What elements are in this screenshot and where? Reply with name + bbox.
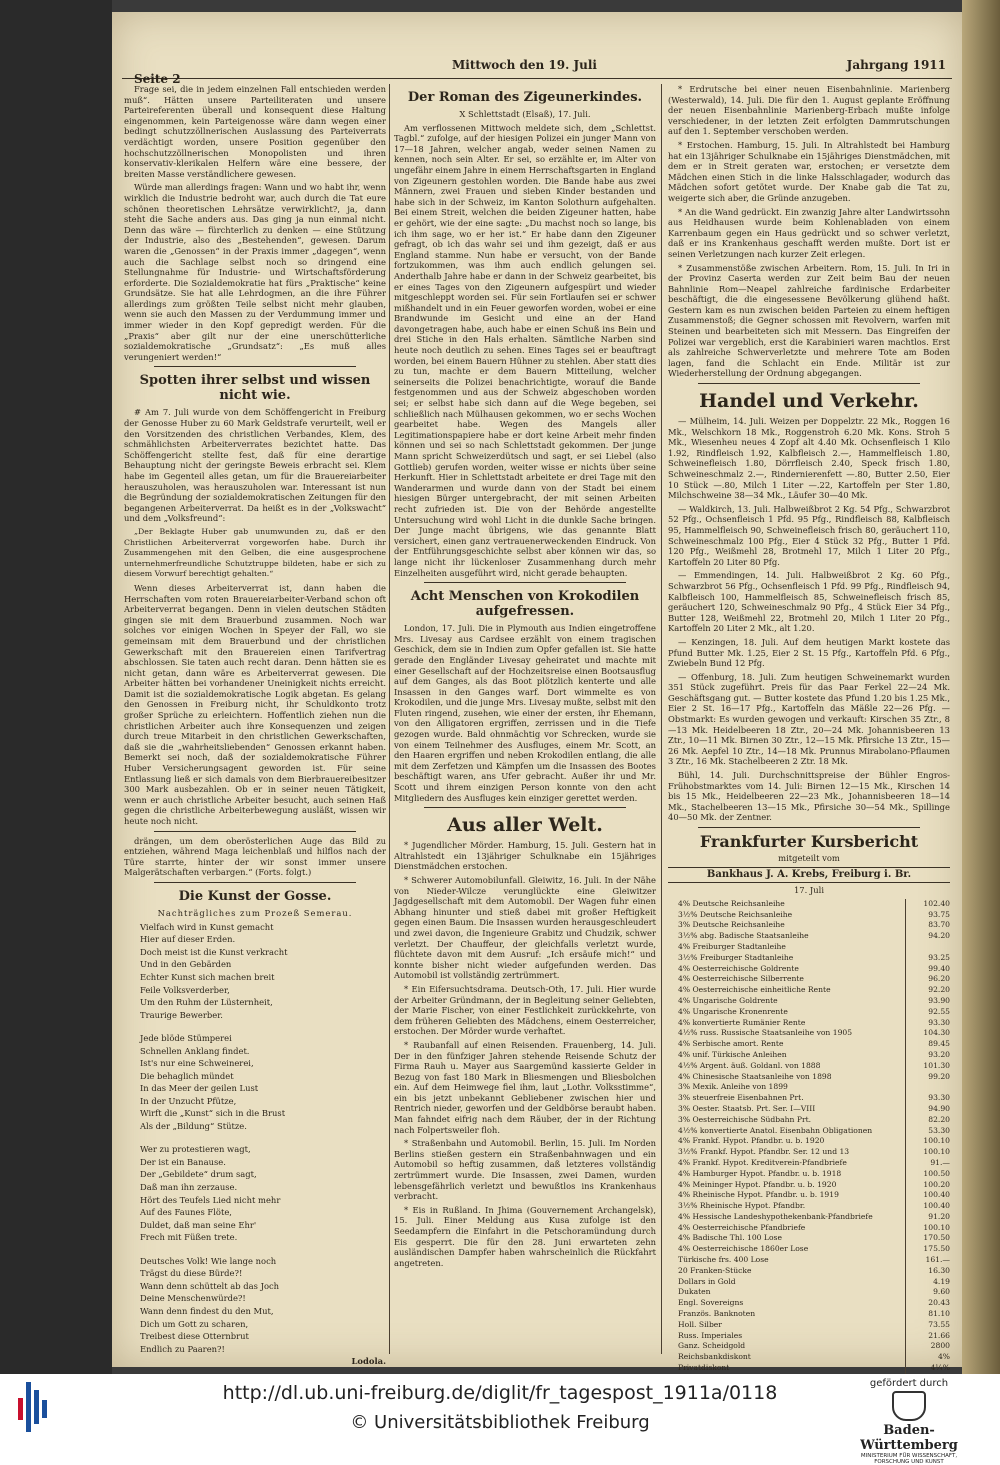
poem-line: Die behaglich mündet (140, 1070, 234, 1081)
kurs-security: 4% Frankf. Hypot. Kreditverein-Pfandbriefe (668, 1158, 906, 1169)
kurs-security: 4% Serbische amort. Rente (668, 1039, 906, 1050)
kurs-security: 3% Mexik. Anleihe von 1899 (668, 1082, 906, 1093)
kurs-security: 3½% abg. Badische Staatsanleihe (668, 931, 906, 942)
kurs-value: 93.90 (928, 995, 950, 1005)
kurs-value: 102.40 (923, 898, 950, 908)
divider (154, 366, 356, 367)
kurs-row (668, 1320, 950, 1331)
kurs-row (668, 1072, 950, 1083)
poem-line: Duldet, daß man seine Ehr' (140, 1219, 257, 1230)
kurs-row (668, 1082, 950, 1093)
poem-line: Feile Volksverderber, (140, 984, 230, 995)
poem-line: Vielfach wird in Kunst gemacht (140, 921, 274, 932)
kurs-security: 4% Frankf. Hypot. Pfandbr. u. b. 1920 (668, 1136, 906, 1147)
kurs-security: 4½% russ. Russische Staatsanleihe von 1905 (668, 1028, 906, 1039)
kurs-row (668, 1190, 950, 1201)
kurs-row (668, 1255, 950, 1266)
sponsor-label: gefördert durch (869, 1378, 949, 1389)
kurs-security: 4% Badische Thl. 100 Lose (668, 1233, 906, 1244)
kurs-row (668, 1287, 950, 1298)
kurs-row (668, 1212, 950, 1223)
divider (424, 807, 626, 808)
kurs-security: 4% Hessische Landeshypothekenbank-Pfandbriefe (668, 1212, 906, 1223)
news-item: * Eis in Rußland. In Jhima (Gouvernement Archangelsk), 15. Juli. Einer Meldung aus Kusa zufolge ist den Seedampfern die Einfahrt in die Petschoramündung durch Eis gesperrt. Die für den 28. Juni erwarteten zehn ausländischen Dampfer haben wahrscheinlich die Rückfahrt angetreten. (394, 1204, 656, 1268)
kurs-value: 96.20 (928, 974, 950, 984)
kurs-row (668, 1136, 950, 1147)
column-1 (124, 84, 386, 1367)
poem-line: Jede blöde Stümperei (140, 1032, 232, 1043)
poem-line: Und in den Gebärden (140, 959, 232, 970)
kurs-value: 100.10 (923, 1136, 950, 1146)
kurs-row (668, 1169, 950, 1180)
issue-date: Mittwoch den 19. Juli (452, 58, 597, 72)
kurs-value: 16.30 (928, 1265, 950, 1275)
kurs-row (668, 899, 950, 910)
poem-line: Wer zu protestieren wagt, (140, 1144, 251, 1155)
poem-line: Wirft die „Kunst“ sich in die Brust (140, 1108, 286, 1119)
kurs-value: 4.19 (933, 1276, 950, 1286)
kurs-row (668, 1352, 950, 1363)
divider (698, 383, 920, 384)
kurs-security: 3½% Frankf. Hypot. Pfandbr. Ser. 12 und 13 (668, 1147, 906, 1158)
kurs-value: 21.66 (928, 1330, 950, 1340)
poem (124, 922, 386, 1355)
kurs-security: 20 Franken-Stücke (668, 1266, 906, 1277)
poem-line: Der „Gebildete“ drum sagt, (140, 1169, 257, 1180)
kurs-value: 93.20 (928, 1049, 950, 1059)
kurs-row (668, 1126, 950, 1137)
article-text: Am verflossenen Mittwoch meldete sich, dem „Schlettst. Tagbl.“ zufolge, auf der hiesigen Polizei ein junger Mann von 17—18 Jahren, welcher angab, weder seinen Namen zu kennen, noch sein Alter. Er sei, so erzählte er, im Alter von ungefähr einem Jahre in einem Herrschaftsgarten in England von Zigeunern gestohlen worden. Die Bande habe aus zwei Männern, zwei Frauen und sieben Kinder bestanden und habe sich in der Schweiz, im Kanton Solothurn aufgehalten. Bei einem Streit, welchen die beiden Zigeuner hatten, habe er gehört, wie der eine sagte: „Du machst noch so lange, bis ich ihm sage, wo er her ist.“ Er habe dann den Zigeuner gefragt, ob ich das wahr sei und ihm gezeigt, daß er aus England stamme. Nun habe er versucht, von der Bande fortzukommen, was ihm auch endlich gelungen sei. Anderthalb Jahre habe er dann in der Schweiz gearbeitet, bis er eines Tages von den Zigeunern aufgespürt und wieder mitgeschleppt worden sei. Für sein Fortlaufen sei er schwer mißhandelt und in ein Feuer geworfen worden, wobei er eine Brandwunde im Gesicht und eine an der Hand davongetragen habe, auch habe er einen Schuß ins Bein und drei Stiche in den Hals erhalten. Sämtliche Narben sind heute noch deutlich zu sehen. Eines Tages sei er beauftragt worden, bei einem Bauern Hühner zu stehlen. Aber statt dies zu tun, machte er dem Bauern Mitteilung, welcher seinerseits die Polizei benachrichtigte, worauf die Bande festgenommen und aus der Schweiz abgeschoben worden sei; er selbst habe sich dann auf die Wege begeben, sei schließlich nach Mülhausen gekommen, wo er sechs Wochen gearbeitet habe. Wegen des Mangels aller Legitimationspapiere habe er dort keine Arbeit mehr finden können und sei so nach Schlettstadt gekommen. Der junge Mann spricht Schweizerdütsch und sagt, er sei Liebel (also Gottlieb) gerufen worden, weiter wisse er nichts über seine Herkunft. Hier in Schlettstadt arbeitete er drei Tage mit den Wanderarmen und wurde dann von der Stadt bei einem hiesigen Bürger untergebracht, der mit seinen Arbeiten recht zufrieden ist. Die von der Behörde angestellte Untersuchung wird wohl Licht in die dunkle Sache bringen. Der Junge macht übrigens, wie das genannte Blatt versichert, einen ganz vertrauenerweckenden Eindruck. Von der Entführungsgeschichte selbst aber können wir das, so lange nicht ihr lückenloser Zusammenhang durch mehr Einzelheiten ausgeführt wird, nicht gerade behaupten. (394, 122, 656, 578)
coat-of-arms-icon (892, 1391, 926, 1421)
poem-stanza (124, 1144, 386, 1243)
news-item: * Erstochen. Hamburg, 15. Juli. In Altrahlstedt bei Hamburg hat ein 13jähriger Schulknabe ein 15jähriges Dienstmädchen, mit dem er in Streit geraten war, erstochen; er versetzte dem Mädchen einen Stich in die linke Halsschlagader, wodurch das Mädchen sofort getötet wurde. Der Knabe gab die Tat zu, weigerte sich aber, die Gründe anzugeben. (668, 139, 950, 203)
kurs-security: 4% Chinesische Staatsanleihe von 1898 (668, 1072, 906, 1083)
poem-line: Wann denn schüttelt ab das Joch (140, 1280, 280, 1291)
kurs-value: 175.50 (923, 1244, 950, 1254)
kurs-security: Holl. Silber (668, 1320, 906, 1331)
divider (154, 882, 356, 883)
news-item: * An die Wand gedrückt. Ein zwanzig Jahre alter Landwirtssohn aus Heidhausen wurde beim Kohlenabladen von einem Karrenbaum gegen ein Haus gedrückt und so schwer verletzt, daß er ins Krankenhaus geschafft werden mußte. Dort ist er seinen Verletzungen nach kurzer Zeit erlegen. (668, 206, 950, 259)
article-text: Frage sei, die in jedem einzelnen Fall entschieden werden muß“. Hätten unsere Parteiliteraten und unsere Parteireferenten überall und konsequent diese Haltung eingenommen, kein Parteigenosse wäre dann wegen einer bedingt schutzzöllnerischen Auslassung des Parteiverrats verdächtigt worden, unsere Position gegenüber den hochschutzzöllnerischen Monopolisten und ihren konservativ-klerikalen Helfern wäre eine bessere, der breiten Masse verständlichere gewesen. (124, 84, 386, 179)
kurs-security: 3½% Deutsche Reichsanleihe (668, 910, 906, 921)
kurs-row (668, 1244, 950, 1255)
kurs-value: 9.60 (933, 1287, 950, 1297)
kurs-value: 4¼% (930, 1363, 950, 1373)
kurs-row (668, 996, 950, 1007)
poem-line: Frech mit Füßen trete. (140, 1232, 238, 1243)
kurs-value: 82.20 (928, 1114, 950, 1124)
poem-line: Der ist ein Banause. (140, 1156, 226, 1167)
kurs-security: 4% Meininger Hypot. Pfandbr. u. b. 1920 (668, 1180, 906, 1191)
poem-stanza (124, 1033, 386, 1132)
kurs-row (668, 931, 950, 942)
kurs-row (668, 1018, 950, 1029)
kurs-security: 4% Deutsche Reichsanleihe (668, 899, 906, 910)
kurs-security: 4% unif. Türkische Anleihen (668, 1050, 906, 1061)
kurs-row (668, 1028, 950, 1039)
kurs-row (668, 1158, 950, 1169)
kurs-row (668, 1147, 950, 1158)
kurs-security: Russ. Imperiales (668, 1331, 906, 1342)
poem-line: Daß man ihn zerzause. (140, 1182, 238, 1193)
kurs-value: 99.20 (928, 1071, 950, 1081)
poem-line: Hier auf dieser Erden. (140, 934, 236, 945)
kurs-security: Französ. Banknoten (668, 1309, 906, 1320)
kurs-value: 99.40 (928, 963, 950, 973)
article-text: Wenn dieses Arbeiterverrat ist, dann haben die Herrschaften vom roten Brauereiarbeiter-Verband schon oft Arbeiterverrat begangen. Denn in vielen deutschen Städten gingen sie mit dem Brauerbund zusammen. Noch war solches vor einigen Wochen in Speyer der Fall, wo sie gemeinsam mit dem Brauerbund und der christlichen Gewerkschaft mit den Brauereien einen Tarifvertrag abschlossen. Sie taten auch recht daran. Denn hätten sie es nicht getan, dann wäre es Arbeiterverrat gewesen. Die Arbeiter hätten bei vorhandener Uneinigkeit nichts erreicht. Damit ist die sozialdemokratische Logik abgetan. Es gelang den Genossen in Freiburg nicht, ihr Schuldkonto trotz großer Sprüche zu erleichtern. Hoffentlich ziehen nun die christlichen Arbeiter auch ihre Konsequenzen und zeigen durch treue Mitarbeit in den christlichen Gewerkschaften, daß sie die „wahrheitsliebenden“ Genossen erkannt haben. Bemerkt sei noch, daß der sozialdemokratische Führer Huber Versicherungsagent geworden ist. Für seine Entlassung ließ er sich damals von dem Bierbrauereibesitzer 300 Mark ausbezahlen. Ob er in seiner neuen Tätigkeit, wenn er auch christliche Arbeiter besucht, auch seinen Haß gegen die christliche Arbeiterbewegung ausläßt, wissen wir heute noch nicht. (124, 582, 386, 826)
poem-line: Deutsches Volk! Wie lange noch (140, 1255, 277, 1266)
sponsor-name: Baden-Württemberg (860, 1423, 958, 1453)
kurs-value: 93.25 (928, 952, 950, 962)
news-item: * Ein Eifersuchtsdrama. Deutsch-Oth, 17. Juli. Hier wurde der Arbeiter Gründmann, der in Begleitung seiner Geliebten, der Marie Fischer, von einer Festlichkeit zurückkehrte, von dem früheren Geliebten des Mädchens, einem Oesterreicher, erstochen. Der Mörder wurde verhaftet. (394, 983, 656, 1037)
kurs-security: 4% Ungarische Goldrente (668, 996, 906, 1007)
market-report: — Waldkirch, 13. Juli. Halbweißbrot 2 Kg. 54 Pfg., Schwarzbrot 52 Pfg., Ochsenfleisch 1 Pfd. 95 Pfg., Rindfleisch 88, Kalbfleisch 95, Hammelfleisch 90, Schweinefleisch frisch 80, geräuchert 110, Schweineschmalz 100 Pfg., Eier 4 Stück 32 Pfg., Butter 1 Pfd. 120 Pfg., Weißmehl 28, Brotmehl 17, Milch 1 Liter 20 Pfg., Kartoffeln 20 Liter 80 Pfg. (668, 503, 950, 567)
kurs-security: Ganz. Scheidgold (668, 1341, 906, 1352)
headline-spotten: Spotten ihrer selbst und wissen nicht wie. (139, 373, 371, 404)
kurs-security: 4% Oesterreichische 1860er Lose (668, 1244, 906, 1255)
poem-line: Schnellen Anklang findet. (140, 1045, 250, 1056)
page-header (122, 58, 952, 86)
kurs-row (668, 1061, 950, 1072)
kurs-security: 4% Ungarische Kronenrente (668, 1007, 906, 1018)
viewer-footer (0, 1374, 1000, 1465)
kurs-row (668, 1331, 950, 1342)
poem-line: In das Meer der geilen Lust (140, 1083, 259, 1094)
kurs-value: 100.20 (923, 1179, 950, 1189)
article-text: Würde man allerdings fragen: Wann und wo habt ihr, wenn wirklich die Industrie bedroht war, auch durch die Tat eure schönen theoretischen Lehrsätze verwirklicht?, ja, dann steht die Sache anders aus. Das ging ja nun einmal nicht. Denn das wäre — fürchterlich zu denken — eine Stützung der Industrie, also des „Bestehenden“, gewesen. Darum waren die „Genossen“ in der Praxis immer „dagegen“, wenn auch die Sachlage selbst noch so dringend eine Stellungnahme für Industrie- und Wirtschaftsförderung erforderte. Die Sozialdemokratie hat fürs „Praktische“ keine Grundsätze. Sie hat alle Lehrdogmen, an die ihre Führer allerdings zum größten Teile selbst nicht mehr glauben, wenn sie auch den Massen zu der Verdummung immer und immer wieder in den Kopf gepredigt werden. Für die „Praxis“ aber gilt nur der eine unerschütterliche sozialdemokratische „Grundsatz“: „Es muß alles verungeniert werden!“ (124, 182, 386, 362)
kurs-row (668, 964, 950, 975)
news-item: * Straßenbahn und Automobil. Berlin, 15. Juli. Im Norden Berlins stießen gestern ein Straßenbahnwagen und ein Automobil so heftig zusammen, daß letzteres vollständig zertrümmert wurde. Die Insassen, zwei Damen, wurden lebensgefährlich verletzt und bewußtlos ins Krankenhaus verbracht. (394, 1138, 656, 1202)
market-report: Bühl, 14. Juli. Durchschnittspreise der Bühler Engros-Frühobstmarktes vom 14. Juli: Birnen 12—15 Mk., Kirschen 14 bis 15 Mk., Heidelbeeren 22—23 Mk., Johannisbeeren 18—14 Mk., Stachelbeeren 13—15 Mk., Pfirsiche 30—54 Mk., Spillinge 40—50 Mk. der Zentner. (668, 770, 950, 823)
page-number: Seite 2 (134, 72, 181, 86)
news-item: * Schwerer Automobilunfall. Gleiwitz, 16. Juli. In der Nähe von Nieder-Wilcze verunglückte eine Gleiwitzer Jagdgesellschaft mit dem Automobil. Der Wagen fuhr einen Abhang hinunter und stieß dabei mit großer Heftigkeit gegen einen Baum. Die Insassen wurden herausgeschleudert und zwei davon, die Ingenieure Grabitz und Chudzik, schwer verletzt. Der Chauffeur, der gleichfalls verletzt wurde, flüchtete davon mit dem Ausruf: „Ich ersäufe mich!“ und konnte bisher nicht wieder aufgefunden werden. Das Automobil ist vollständig zertrümmert. (394, 875, 656, 981)
divider (698, 827, 920, 828)
news-item: * Raubanfall auf einen Reisenden. Frauenberg, 14. Juli. Der in den fünfziger Jahren stehende Reisende Schutz der Firma Rauh u. Mayer aus Saargemünd kassierte Gelder in Bezug von fast 180 Mark in Bliesmengen und Bliesbolchen ein. Auf dem Heimwege fiel ihm, laut „Lothr. Volksstimme“, ein bis jetzt unbekannt Gebliebener zwischen hier und Rentrich nieder, geworfen und der Geldbörse beraubt haben. Man fahndet eifrig nach dem Räuber, der in der Richtung nach Folpertsweiler floh. (394, 1039, 656, 1135)
market-report: — Kenzingen, 18. Juli. Auf dem heutigen Markt kostete das Pfund Butter Mk. 1.25, Eier 2 St. 15 Pfg., Kartoffeln Pfd. 6 Pfg., Zwiebeln Bund 12 Pfg. (668, 636, 950, 669)
kurs-row (668, 910, 950, 921)
market-report: — Emmendingen, 14. Juli. Halbweißbrot 2 Kg. 60 Pfg., Schwarzbrot 56 Pfg., Ochsenfleisch 1 Pfd. 99 Pfg., Rindfleisch 94, Kalbfleisch 100, Hammelfleisch 85, Schweinefleisch frisch 85, geräuchert 120, Schweineschmalz 90 Pfg., 4 Stück Eier 34 Pfg., Butter 128, Weißmehl 22, Brotmehl 20, Milch 1 Liter 20 Pfg., Kartoffeln 20 Liter 2 Mk., alt 1.20. (668, 570, 950, 634)
kurs-security: 4% Oesterreichische Pfandbriefe (668, 1223, 906, 1234)
poem-line: Auf des Faunes Flöte, (140, 1207, 232, 1218)
kurs-row (668, 1093, 950, 1104)
copyright-notice: © Universitätsbibliothek Freiburg (350, 1412, 650, 1433)
kurs-subtitle: mitgeteilt vom (778, 853, 840, 863)
kurs-value: 161.— (925, 1255, 950, 1265)
kurs-value: 53.30 (928, 1125, 950, 1135)
kurs-value (906, 942, 951, 953)
kurs-value: 100.50 (923, 1168, 950, 1178)
poem-line: Deine Menschenwürde?! (140, 1293, 246, 1304)
kurs-value: 20.43 (928, 1298, 950, 1308)
dateline: X Schlettstadt (Elsaß), 17. Juli. (459, 109, 591, 119)
kurs-value: 73.55 (928, 1319, 950, 1329)
poem-line: In der Unzucht Pfütze, (140, 1095, 237, 1106)
kurs-security: 3½% Rheinische Hypot. Pfandbr. (668, 1201, 906, 1212)
news-item: * Erdrutsche bei einer neuen Eisenbahnlinie. Marienberg (Westerwald), 14. Juli. Die für den 1. August geplante Eröffnung der neuen Eisenbahnlinie Marienberg-Erbach mußte infolge verschiedener, in der letzten Zeit erfolgten Dammrutschungen auf den 1. September verschoben werden. (668, 84, 950, 137)
news-item: * Jugendlicher Mörder. Hamburg, 15. Juli. Gestern hat in Altrahlstedt ein 13jähriger Schulknabe ein 15jähriges Dienstmädchen erstochen. (394, 840, 656, 872)
kurs-security: 4½% Argent. äuß. Goldanl. von 1888 (668, 1061, 906, 1072)
kurs-row (668, 1341, 950, 1352)
kurs-value: 91.20 (928, 1211, 950, 1221)
kurs-security: 4% Oesterreichische Silberrente (668, 974, 906, 985)
kurs-row (668, 1363, 950, 1374)
kurs-value: 101.30 (923, 1060, 950, 1070)
kurs-security: 3% steuerfreie Eisenbahnen Prt. (668, 1093, 906, 1104)
page-edge-right (962, 0, 1000, 1374)
poem-stanza (124, 922, 386, 1021)
column-3 (668, 84, 950, 1373)
kurs-security: 3% Deutsche Reichsanleihe (668, 920, 906, 931)
kurs-value: 93.75 (928, 909, 950, 919)
kurs-row (668, 1007, 950, 1018)
kurs-value: 104.30 (923, 1028, 950, 1038)
market-report: — Offenburg, 18. Juli. Zum heutigen Schweinemarkt wurden 351 Stück zugeführt. Preis für das Paar Ferkel 22—24 Mk. Geschäftsgang gut. — Butter kostete das Pfund 1.20 bis 1.25 Mk., Eier 2 St. 16—17 Pfg., Kartoffeln das Mäßle 22—26 Pfg. — Obstmarkt: Es wurden gewogen und verkauft: Kirschen 35 Ztr., 8—13 Mk. Heidelbeeren 18 Ztr., 20—24 Mk. Johannisbeeren 13 Ztr., 10—11 Mk. Birnen 30 Ztr., 12—15 Mk. Pfirsiche 13 Ztr., 15—26 Mk. Aepfel 10 Ztr., 14—18 Mk. Prunnus Mirabolano-Pflaumen 3 Ztr., 16 Mk. Stachelbeeren 2 Ztr. 18 Mk. (668, 671, 950, 767)
subheadline: Nachträgliches zum Prozeß Semerau. (157, 907, 353, 918)
kurs-value: 91.— (930, 1157, 950, 1167)
kurs-row (668, 1309, 950, 1320)
kurs-security: 3½% Freiburger Stadtanleihe (668, 953, 906, 964)
article-text: London, 17. Juli. Die in Plymouth aus Indien eingetroffene Mrs. Livesay aus Cardsee erzählt von einem tragischen Geschick, dem sie in Indien zum Opfer gefallen ist. Sie hatte gerade den Engländer Livesay geheiratet und machte mit einer Gesellschaft auf der Hochzeitsreise einen Bootsausflug auf dem Ganges, als das Boot plötzlich kenterte und alle Insassen in den Ganges warf. Dort wimmelte es von Krokodilen, und die junge Mrs. Livesay mußte, selbst mit den Fluten ringend, zusehen, wie einer der ersten, ihr Ehemann, von den Alligatoren ergriffen, zerrissen und in die Tiefe gezogen wurde. Bald ohnmächtig vor Schrecken, wurde sie von einem Teilnehmer des Ausfluges, einem Mr. Scott, an den Haaren ergriffen und neben Krokodilen entlang, die alle mit dem Zerfetzen und Kämpfen um die Insassen des Bootes beschäftigt waren, ans Ufer gebracht. Außer ihr und Mr. Scott und ihrem einzigen Person konnte von den acht Mitgliedern des Ausfluges kein einziger gerettet werden. (394, 623, 657, 803)
poem-line: Treibest diese Otternbrut (140, 1331, 249, 1342)
article-text: # Am 7. Juli wurde von dem Schöffengericht in Freiburg der Genosse Huber zu 60 Mark Geldstrafe verurteilt, weil er den Vorsitzenden des christlichen Verbandes, Klem, des schmählichsten Arbeiterverrates bezichtet hatte. Das Schöffengericht stellte fest, daß für eine derartige Behauptung nicht der geringste Beweis erbracht sei. Klem habe im Gegenteil alles getan, um für die Brauereiarbeiter herauszuholen, was herauszuholen war. Interessant ist nun die Begründung der sozialdemokratischen Zeitungen für den begangenen Arbeiterverrat. Da heißt es in der „Volkswacht“ und dem „Volksfreund“: (124, 407, 386, 524)
kurs-date: 17. Juli (793, 885, 825, 896)
column-2 (394, 84, 656, 1354)
kurs-security: 3% Oesterreichische Südbahn Prt. (668, 1115, 906, 1126)
headline-roman: Der Roman des Zigeunerkindes. (407, 90, 643, 105)
kurs-security: 4% Oesterreichische Goldrente (668, 964, 906, 975)
kurs-row (668, 1277, 950, 1288)
kurs-value: 81.10 (928, 1309, 950, 1319)
kurs-value: 93.30 (928, 1017, 950, 1027)
kurs-security: Engl. Sovereigns (668, 1298, 906, 1309)
poem-line: Trägst du diese Bürde?! (140, 1268, 243, 1279)
scanner-margin-left (0, 0, 112, 1374)
kurs-security: Dukaten (668, 1287, 906, 1298)
kurs-security: Dollars in Gold (668, 1277, 906, 1288)
poem-line: Wann denn findest du den Mut, (140, 1305, 274, 1316)
kurs-row (668, 1223, 950, 1234)
kurs-row (668, 985, 950, 996)
headline-acht: Acht Menschen von Krokodilen aufgefressen. (410, 589, 640, 620)
kurs-security: 4% Oesterreichische einheitliche Rente (668, 985, 906, 996)
kurs-security: Privatdiskont (668, 1363, 906, 1374)
kurs-value: 94.90 (928, 1103, 950, 1113)
kurs-security: 3% Oester. Staatsb. Prt. Ser. I—VIII (668, 1104, 906, 1115)
kurs-security: 4% Rheinische Hypot. Pfandbr. u. b. 1919 (668, 1190, 906, 1201)
poem-line: Um den Ruhm der Lüsternheit, (140, 997, 273, 1008)
kurs-value: 92.20 (928, 985, 950, 995)
signature: Lodola. (351, 1356, 386, 1367)
kurs-row (668, 1298, 950, 1309)
kurs-row (668, 953, 950, 964)
kurs-table (668, 899, 950, 1374)
kurs-value: 2800 (930, 1341, 950, 1351)
kurs-row (668, 920, 950, 931)
kurs-value: 94.20 (928, 931, 950, 941)
kurs-value: 89.45 (928, 1039, 950, 1049)
poem-line: Endlich zu Paaren?! (140, 1343, 225, 1354)
poem-line: Als der „Bildung“ Stütze. (140, 1121, 247, 1132)
ministry-name: MINISTERIUM FÜR WISSENSCHAFT, FORSCHUNG UND KUNST (860, 1453, 958, 1465)
kurs-value: 170.50 (923, 1233, 950, 1243)
kurs-row (668, 1039, 950, 1050)
kurs-row (668, 1115, 950, 1126)
divider (154, 831, 356, 832)
newspaper-page (112, 12, 962, 1373)
sponsor-block (844, 1378, 974, 1465)
volume-year: Jahrgang 1911 (846, 58, 946, 72)
headline-aus-aller-welt: Aus aller Welt. (447, 814, 603, 837)
poem-line: Echter Kunst sich machen breit (140, 971, 275, 982)
news-item: * Zusammenstöße zwischen Arbeitern. Rom, 15. Juli. In Iri in der Provinz Caserta werden zur Zeit beim Bau der neuen Bahnlinie Rom—Neapel zahlreiche fardinische Erdarbeiter beschäftigt, die die eingesessene Bevölkerung glühend haßt. Gestern kam es nun zwischen beiden Parteien zu einem heftigen Zusammenstoß; die Gegner schossen mit Revolvern, warfen mit Steinen und bearbeiteten sich mit Messern. Das Eingreifen der Polizei war vergeblich, erst die Karabinieri waren machtlos. Erst als zahlreiche Schwerverletzte und mehrere Tote am Boden lagen, fand die Schlacht ein Ende. Militär ist zur Wiederherstellung der Ordnung abgegangen. (668, 262, 950, 379)
quote-text: „Der Beklagte Huber gab unumwunden zu, daß er den Christlichen Arbeiterverrat vorgeworfen habe. Durch ihr Zusammengehen mit den Gelben, die eine ausgesprochene unternehmerfreundliche Schutztruppe bildeten, habe er sich zu diesem Vorwurf berechtigt gehalten.“ (124, 526, 386, 579)
kurs-security: 4% konvertierte Rumänier Rente (668, 1018, 906, 1029)
market-report: — Mülheim, 14. Juli. Weizen per Doppelztr. 22 Mk., Roggen 16 Mk., Welschkorn 18 Mk., Roggenstroh 6.20 Mk. Kons. Stroh 5 Mk., Wiesenheu neues 4 Zopf alt 4.40 Mk. Ochsenfleisch 1 Kilo 1.92, Rindfleisch 1.92, Kalbfleisch 2.—, Hammelfleisch 1.80, Schweinefleisch 1.80, Dörrfleisch 2.40, Speck frisch 1.80, Schweineschmalz 2.—, Rindernierenfett —.80, Butter 2.50, Eier 10 Stück —.80, Milch 1 Liter —.22, Kartoffeln per Ster 1.80, Milchschweine 38—34 Mk., Läufer 30—40 Mk. (668, 416, 950, 501)
kurs-value: 100.10 (923, 1222, 950, 1232)
poem-line: Hört des Teufels Lied nicht mehr (140, 1194, 281, 1205)
kurs-row (668, 1050, 950, 1061)
kurs-security: Reichsbankdiskont (668, 1352, 906, 1363)
kurs-value: 100.10 (923, 1147, 950, 1157)
kurs-row (668, 1104, 950, 1115)
headline-handel: Handel und Verkehr. (699, 390, 919, 413)
kurs-value: 4% (937, 1352, 950, 1362)
poem-line: Traurige Bewerber. (140, 1009, 223, 1020)
kurs-row (668, 974, 950, 985)
kurs-value: 93.30 (928, 1093, 950, 1103)
bank-name: Bankhaus J. A. Krebs, Freiburg i. Br. (668, 867, 950, 884)
kurs-value: 83.70 (928, 920, 950, 930)
kurs-value: 100.40 (923, 1190, 950, 1200)
column-rule (661, 84, 662, 1354)
kurs-value (906, 1082, 951, 1093)
poem-stanza (124, 1256, 386, 1355)
kurs-security: 4% Freiburger Stadtanleihe (668, 942, 906, 953)
poem-line: Doch meist ist die Kunst verkracht (140, 946, 288, 957)
kurs-value: 92.55 (928, 1006, 950, 1016)
poem-line: Ist's nur eine Schweinerei, (140, 1058, 254, 1069)
column-rule (389, 84, 390, 1354)
kurs-row (668, 1201, 950, 1212)
kurs-security: 4½% konvertierte Anatol. Eisenbahn Obligationen (668, 1126, 906, 1137)
kurs-value: 100.40 (923, 1201, 950, 1211)
kurs-security: 4% Hamburger Hypot. Pfandbr. u. b. 1918 (668, 1169, 906, 1180)
divider (424, 582, 626, 583)
article-text: drängen, um dem oberösterlichen Auge das Bild zu entziehen, während Maga leichenblaß und hilflos nach der Türe starrte, hinter der wir sonst immer unsere Malgerätschaften verbargen.“ (Forts. folgt.) (124, 835, 386, 878)
poem-line: Dich um Gott zu scharen, (140, 1318, 249, 1329)
headline-kursbericht: Frankfurter Kursbericht (699, 832, 919, 851)
permalink-url[interactable]: http://dl.ub.uni-freiburg.de/diglit/fr_tagespost_1911a/0118 (222, 1382, 778, 1404)
kurs-row (668, 1266, 950, 1277)
kurs-security: Türkische frs. 400 Lose (668, 1255, 906, 1266)
kurs-row (668, 1180, 950, 1191)
kurs-row (668, 942, 950, 953)
kurs-row (668, 1233, 950, 1244)
headline-kunst: Die Kunst der Gosse. (178, 888, 332, 904)
